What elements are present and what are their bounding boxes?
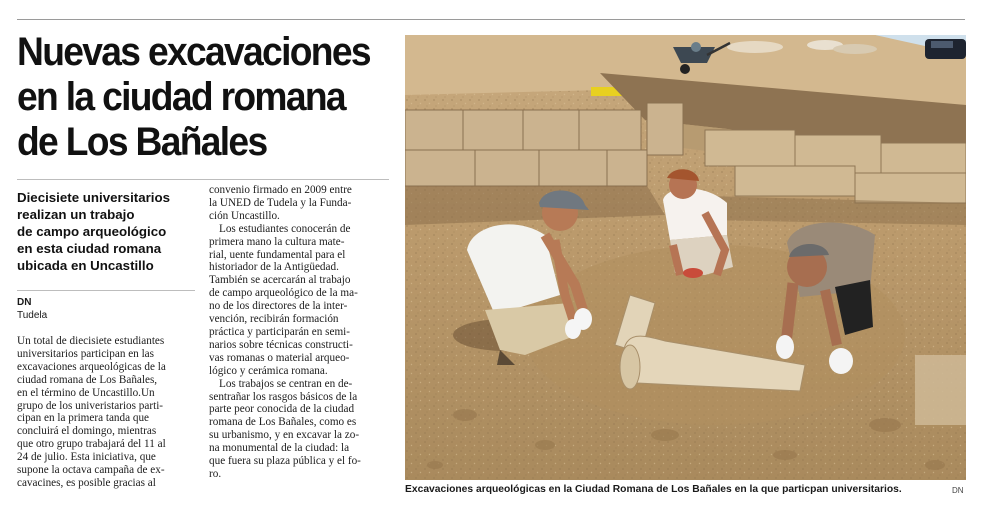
text-line: que otro grupo trabajará del 11 al: [17, 438, 166, 451]
byline-divider: [17, 290, 195, 291]
text-line: no de los directores de la inter-: [209, 300, 348, 313]
text-line: historiador de la Antigüedad.: [209, 261, 339, 274]
headline-line: Nuevas excavaciones: [17, 30, 370, 74]
photo-caption: Excavaciones arqueológicas en la Ciudad Romana de Los Bañales en la que particpan universitarios.: [405, 484, 902, 495]
text-line: primera mano la cultura mate-: [209, 235, 345, 248]
text-line: Los trabajos se centran en de-: [219, 377, 353, 390]
text-line: ciudad romana de Los Bañales,: [17, 373, 158, 386]
subhead-line: Diecisiete universitarios: [17, 190, 170, 205]
headline-line: de Los Bañales: [17, 120, 267, 164]
text-line: práctica y participarán en semi-: [209, 325, 351, 338]
text-line: supone la octava campaña de ex-: [17, 464, 165, 477]
headline-divider: [17, 179, 389, 180]
text-line: lógico y cerámica romana.: [209, 364, 328, 377]
byline-place: Tudela: [17, 310, 48, 321]
text-line: Los estudiantes conocerán de: [219, 222, 351, 235]
subheadline: [17, 189, 207, 274]
text-line: Un total de diecisiete estudiantes: [17, 335, 165, 347]
text-line: romana de Los Bañales, como es: [209, 416, 357, 429]
subhead-line: en esta ciudad romana: [17, 241, 162, 256]
headline: [17, 30, 370, 165]
text-line: sentrañar los rasgos básicos de la: [209, 390, 358, 403]
text-line: concluirá el domingo, mientras: [17, 425, 157, 438]
photo-credit: DN: [952, 486, 964, 495]
text-line: cavacines, es posible gracias al: [17, 476, 156, 489]
text-line: vas romanas o material arqueo-: [209, 351, 350, 364]
text-line: que fuera su plaza pública y el fo-: [209, 455, 361, 468]
text-line: grupo de los univeristarios parti-: [17, 399, 164, 412]
text-line: en el término de Uncastillo.Un: [17, 386, 155, 399]
body-column-1: [17, 335, 195, 490]
body-column-2: [209, 184, 387, 481]
headline-line: en la ciudad romana: [17, 75, 345, 119]
text-line: na monumental de la ciudad: la: [209, 442, 350, 455]
text-line: convenio firmado en 2009 entre: [209, 184, 352, 196]
subhead-line: realizan un trabajo: [17, 207, 135, 222]
text-line: parte peor conocida de la ciudad: [209, 403, 355, 416]
text-line: 24 de julio. Esta iniciativa, que: [17, 451, 156, 464]
text-line: También se acercarán al trabajo: [209, 274, 351, 287]
text-line: ro.: [209, 467, 222, 480]
subhead-line: de campo arqueológico: [17, 224, 167, 239]
text-line: cipan en la primera tanda que: [17, 412, 150, 425]
text-line: universitarios participan en las: [17, 347, 155, 360]
top-rule: [17, 19, 965, 20]
text-line: excavaciones arqueológicas de la: [17, 360, 166, 373]
text-line: ción Uncastillo.: [209, 209, 280, 222]
text-line: la UNED de Tudela y la Funda-: [209, 196, 352, 209]
subhead-line: ubicada en Uncastillo: [17, 258, 154, 273]
excavation-photo: [405, 35, 966, 480]
byline-author: DN: [17, 297, 32, 308]
text-line: su urbanismo, y en excavar la zo-: [209, 429, 360, 442]
text-line: narios sobre técnicas constructi-: [209, 338, 353, 351]
text-line: rial, uente fundamental para el: [209, 248, 346, 261]
text-line: vención, recibirán formación: [209, 313, 339, 326]
text-line: de campo arqueológico de la ma-: [209, 287, 358, 300]
